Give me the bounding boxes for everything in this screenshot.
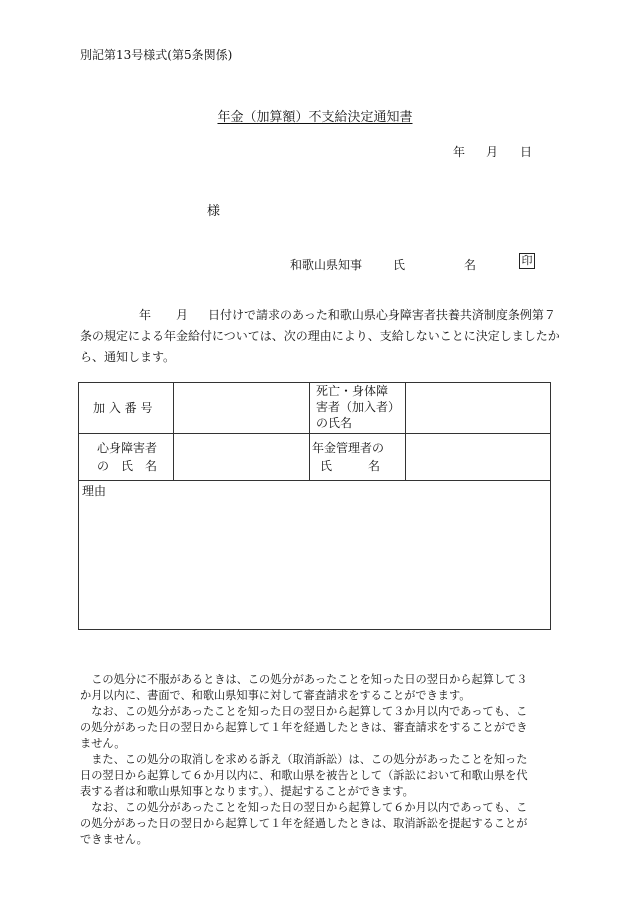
body-line-1: 日付けで請求のあった和歌山県心身障害者扶養共済制度条例第７ <box>208 308 556 322</box>
addressee-honorific: 様 <box>207 204 221 219</box>
issuer-surname-label: 氏 <box>393 258 406 272</box>
notice-p4-line-2: の処分があった日の翌日から起算して１年を経過したときは、取消訴訟を提起することが <box>80 817 528 830</box>
pension-manager-label-line-2: 氏 名 <box>320 459 381 473</box>
pension-manager-label-line-1: 年金管理者の <box>312 441 385 455</box>
deceased-name-value[interactable] <box>406 384 550 433</box>
notice-p2-line-2: の処分があった日の翌日から起算して１年を経過したときは、審査請求をすることができ <box>80 721 528 734</box>
notice-p1-line-1: この処分に不服があるときは、この処分があったことを知った日の翌日から起算して３ <box>80 673 528 686</box>
document-title <box>0 106 630 125</box>
notice-p3-line-1: また、この処分の取消しを求める訴え（取消訴訟）は、この処分があったことを知った <box>80 753 528 766</box>
document-title-text: 年金（加算額）不支給決定通知書 <box>217 110 413 125</box>
disabled-person-label-line-1: 心身障害者 <box>97 441 158 455</box>
table-col-divider-2 <box>309 382 310 481</box>
notice-p3-line-2: 日の翌日から起算して６か月以内に、和歌山県を被告として（訴訟において和歌山県を代 <box>80 769 528 782</box>
date-month-label: 月 <box>486 145 499 159</box>
body-year-label: 年 <box>139 308 152 322</box>
member-number-value[interactable] <box>174 384 309 433</box>
deceased-label-line-3: の氏名 <box>316 416 353 430</box>
reason-value[interactable] <box>79 500 550 628</box>
notice-p3-line-3: 表する者は和歌山県知事となります。）、提起することができます。 <box>80 785 414 798</box>
table-row-divider-2 <box>78 480 551 481</box>
notice-p2-line-1: なお、この処分があったことを知った日の翌日から起算して３か月以内であっても、こ <box>80 705 528 718</box>
table-border-top <box>78 382 551 383</box>
pension-manager-name-value[interactable] <box>406 434 550 480</box>
form-number: 別記第13号様式(第5条関係) <box>80 48 233 62</box>
reason-label: 理由 <box>82 484 107 498</box>
table-border-bottom <box>78 629 551 630</box>
body-line-3: ら、通知します。 <box>80 350 176 364</box>
deceased-label-line-1: 死亡・身体障 <box>316 384 389 398</box>
disabled-person-name-value[interactable] <box>174 434 309 480</box>
date-year-label: 年 <box>453 145 466 159</box>
member-number-label: 加 入 番 号 <box>93 401 153 415</box>
notice-p2-line-3: ません。 <box>80 737 126 750</box>
notice-p1-line-2: か月以内に、書面で、和歌山県知事に対して審査請求をすることができます。 <box>80 689 471 702</box>
issuer-name-label: 名 <box>464 258 477 272</box>
date-day-label: 日 <box>520 145 533 159</box>
body-line-2: 条の規定による年金給付については、次の理由により、支給しないことに決定しましたか <box>80 329 560 343</box>
table-border-right <box>550 382 551 630</box>
seal-mark: 印 <box>519 253 535 269</box>
disabled-person-label-line-2: の 氏 名 <box>97 459 158 473</box>
body-month-label: 月 <box>176 308 189 322</box>
deceased-label-line-2: 害者（加入者） <box>316 400 401 414</box>
notice-p4-line-1: なお、この処分があったことを知った日の翌日から起算して６か月以内であっても、こ <box>80 801 528 814</box>
notice-p4-line-3: できません。 <box>80 833 148 846</box>
issuer-title: 和歌山県知事 <box>290 258 363 272</box>
